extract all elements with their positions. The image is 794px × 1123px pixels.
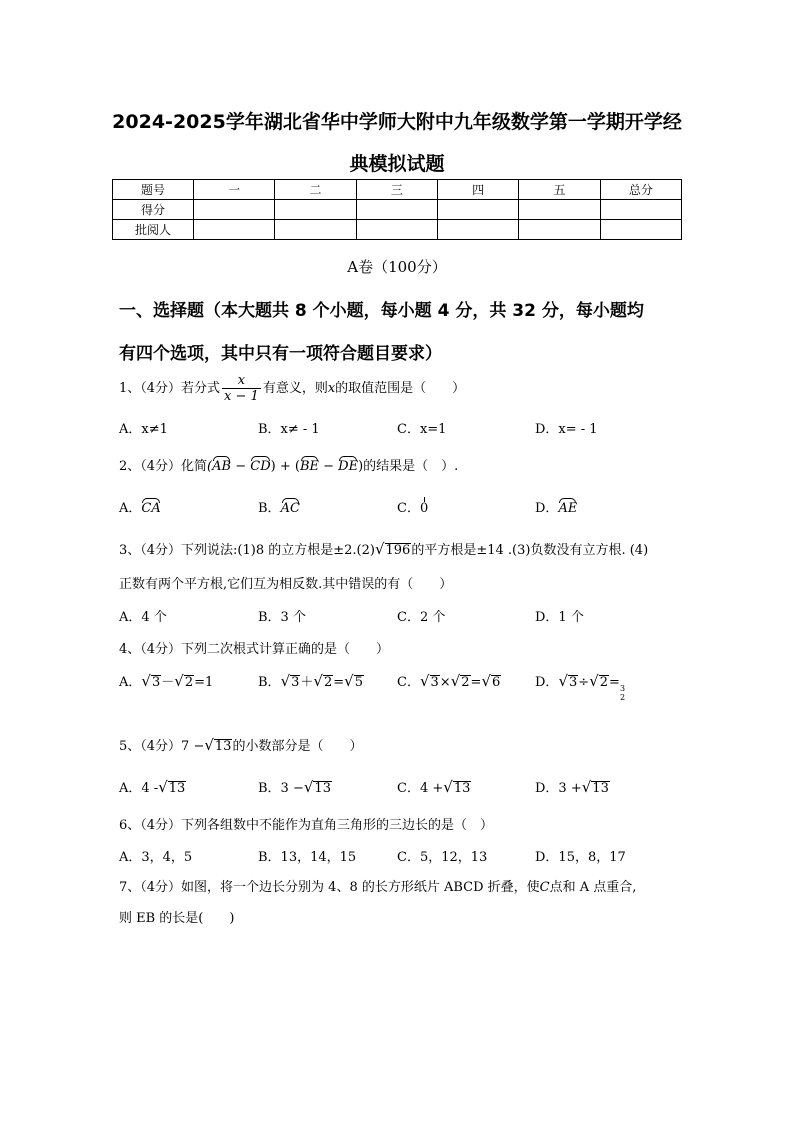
arc-ca: CA: [141, 501, 161, 516]
math-operator: =: [470, 675, 482, 690]
score-cell: [519, 200, 600, 220]
option-b[interactable]: B．x≠ - 1: [258, 422, 320, 437]
small-fraction: [620, 684, 625, 702]
option-label: D．3 +: [535, 781, 582, 796]
question-text: 3、（4分）下列说法:(1)8 的立方根是±2.(2): [119, 543, 375, 558]
option-b[interactable]: [258, 497, 300, 516]
option-label: B．: [258, 675, 281, 690]
score-header-cell: 一: [194, 180, 275, 200]
math-paren: ): [358, 459, 364, 474]
exam-title-line2: 典模拟试题: [349, 153, 445, 175]
option-b[interactable]: [258, 777, 332, 796]
score-cell: [600, 220, 681, 240]
option-label: A．: [119, 675, 142, 690]
score-table-header-row: [113, 180, 682, 200]
square-root: √13: [443, 778, 471, 796]
radicand: 13: [168, 781, 186, 796]
option-a[interactable]: A．x≠1: [119, 422, 168, 437]
score-cell: [275, 200, 356, 220]
radicand: 13: [592, 781, 609, 796]
option-c[interactable]: [397, 671, 501, 690]
question-7-line2: 则 EB 的长是( ): [119, 911, 235, 926]
square-root: √2: [313, 672, 333, 690]
fraction-denominator: x − 1: [224, 389, 259, 404]
radicand: 2: [184, 675, 194, 690]
score-cell: [356, 220, 437, 240]
radicand: 196: [385, 543, 411, 558]
option-label: D．: [535, 675, 559, 690]
square-root: √3: [419, 672, 439, 690]
option-c[interactable]: C．5，12，13: [397, 850, 488, 865]
option-a[interactable]: A．4 个: [119, 610, 167, 625]
question-1: [119, 373, 465, 404]
zero-vector: 0: [419, 501, 429, 516]
score-header-cell: 四: [437, 180, 518, 200]
option-c[interactable]: [397, 497, 428, 516]
math-operator: －: [161, 675, 175, 690]
math-paren: (: [207, 459, 213, 474]
score-header-cell: 三: [356, 180, 437, 200]
fraction-numerator: x: [222, 373, 261, 389]
variable: C: [539, 880, 550, 895]
radicand: 13: [314, 781, 331, 796]
paper-section-label: A卷（100分）: [347, 258, 447, 276]
score-cell: [519, 220, 600, 240]
option-d[interactable]: D．x= - 1: [535, 422, 598, 437]
radicand: 3: [569, 675, 578, 690]
square-root: √2: [589, 672, 609, 690]
arc-de: DE: [338, 459, 359, 474]
square-root: √3: [558, 672, 578, 690]
radicand: 2: [461, 675, 470, 690]
square-root: √13: [158, 778, 186, 796]
option-d[interactable]: [535, 671, 625, 702]
square-root: √3: [141, 672, 161, 690]
section-heading-line2: 有四个选项，其中只有一项符合题目要求）: [119, 344, 442, 364]
option-d[interactable]: [535, 777, 610, 796]
math-operator: ) + (: [270, 459, 300, 474]
square-root: √196: [374, 540, 411, 558]
radicand: 13: [214, 739, 232, 754]
square-root: √2: [450, 672, 470, 690]
score-cell: [600, 200, 681, 220]
option-b[interactable]: B．3 个: [258, 610, 306, 625]
score-cell: [194, 200, 275, 220]
radicand: 5: [354, 675, 364, 690]
question-7-line1: [119, 876, 636, 895]
option-label: A．: [119, 501, 142, 516]
option-a[interactable]: [119, 671, 213, 690]
score-table: [112, 179, 682, 240]
option-a[interactable]: [119, 497, 161, 516]
radicand: 3: [430, 675, 439, 690]
score-header-cell: 二: [275, 180, 356, 200]
question-text: 5、（4分）7 −: [119, 739, 205, 754]
option-c[interactable]: [397, 777, 471, 796]
arc-be: BE: [299, 459, 319, 474]
question-text: 1、（4分）若分式: [119, 381, 221, 396]
option-label: A．4 -: [119, 781, 159, 796]
question-text: 的结果是（ ）.: [363, 459, 459, 474]
variable: x: [327, 381, 336, 396]
math-operator: =: [333, 675, 345, 690]
radicand: 13: [453, 781, 471, 796]
exam-title-line1: 2024-2025学年湖北省华中学师大附中九年级数学第一学期开学经: [112, 111, 682, 133]
question-text: 点和 A 点重合,: [549, 880, 637, 895]
arc-cd: CD: [250, 459, 271, 474]
fraction-numerator: 3: [619, 684, 626, 693]
score-cell: [437, 220, 518, 240]
score-cell: [194, 220, 275, 240]
math-operator: ＋: [300, 675, 314, 690]
square-root: √13: [204, 736, 232, 754]
score-table-row: [113, 200, 682, 220]
radicand: 3: [291, 675, 300, 690]
option-label: C．: [397, 501, 420, 516]
arc-ab: AB: [212, 459, 232, 474]
score-cell: [356, 200, 437, 220]
option-a[interactable]: [119, 777, 186, 796]
question-5: [119, 735, 362, 754]
option-label: B．: [258, 501, 281, 516]
square-root: √3: [280, 672, 300, 690]
option-c[interactable]: C．2 个: [397, 610, 446, 625]
square-root: √2: [174, 672, 194, 690]
score-header-cell: 总分: [600, 180, 681, 200]
fraction-denominator: 2: [619, 693, 626, 702]
score-row-label: 批阅人: [113, 220, 194, 240]
math-result: =1: [194, 675, 214, 690]
question-3-line1: [119, 539, 648, 558]
arc-ae: AE: [558, 501, 578, 516]
radicand: 3: [151, 675, 161, 690]
square-root: √13: [581, 778, 609, 796]
score-cell: [275, 220, 356, 240]
option-d[interactable]: D．1 个: [535, 610, 584, 625]
score-table-row: [113, 220, 682, 240]
option-b[interactable]: [258, 671, 364, 690]
score-header-cell: 题号: [113, 180, 194, 200]
option-label: C．: [397, 675, 420, 690]
math-operator: −: [318, 459, 339, 474]
question-text: 的小数部分是（ ）: [232, 739, 363, 754]
math-operator: ×: [439, 675, 451, 690]
option-d[interactable]: D．15，8，17: [535, 850, 626, 865]
question-text: 2、（4分）化简: [119, 459, 208, 474]
section-heading-line1: 一、选择题（本大题共 8 个小题，每小题 4 分，共 32 分，每小题均: [119, 301, 644, 321]
option-d[interactable]: [535, 497, 577, 516]
question-text: 的取值范围是（ ）: [335, 381, 466, 396]
radicand: 2: [323, 675, 333, 690]
math-operator: =: [609, 675, 620, 690]
question-2: [119, 455, 458, 474]
option-label: C．4 +: [397, 781, 444, 796]
score-cell: [437, 200, 518, 220]
question-3-line2: 正数有两个平方根,它们互为相反数.其中错误的有（ ）: [119, 577, 453, 592]
radicand: 2: [599, 675, 609, 690]
option-b[interactable]: B．13，14，15: [258, 850, 357, 865]
option-label: B．3 −: [258, 781, 304, 796]
option-c[interactable]: C．x=1: [397, 422, 447, 437]
square-root: √13: [303, 778, 331, 796]
square-root: √6: [481, 672, 501, 690]
question-text: 7、（4分）如图，将一个边长分别为 4、8 的长方形纸片 ABCD 折叠，使: [119, 880, 540, 895]
question-text: 的平方根是±14 .(3)负数没有立方根. (4): [411, 543, 649, 558]
question-6: 6、（4分）下列各组数中不能作为直角三角形的三边长的是（ ）: [119, 818, 494, 833]
option-a[interactable]: A．3，4，5: [119, 850, 193, 865]
question-4: 4、（4分）下列二次根式计算正确的是（ ）: [119, 642, 390, 657]
fraction: [222, 373, 261, 404]
radicand: 6: [492, 675, 501, 690]
score-row-label: 得分: [113, 200, 194, 220]
arc-ac: AC: [280, 501, 300, 516]
math-operator: −: [231, 459, 251, 474]
question-text: 有意义，则: [262, 381, 328, 396]
option-label: D．: [535, 501, 559, 516]
math-operator: ÷: [578, 675, 590, 690]
square-root: √5: [344, 672, 364, 690]
score-header-cell: 五: [519, 180, 600, 200]
